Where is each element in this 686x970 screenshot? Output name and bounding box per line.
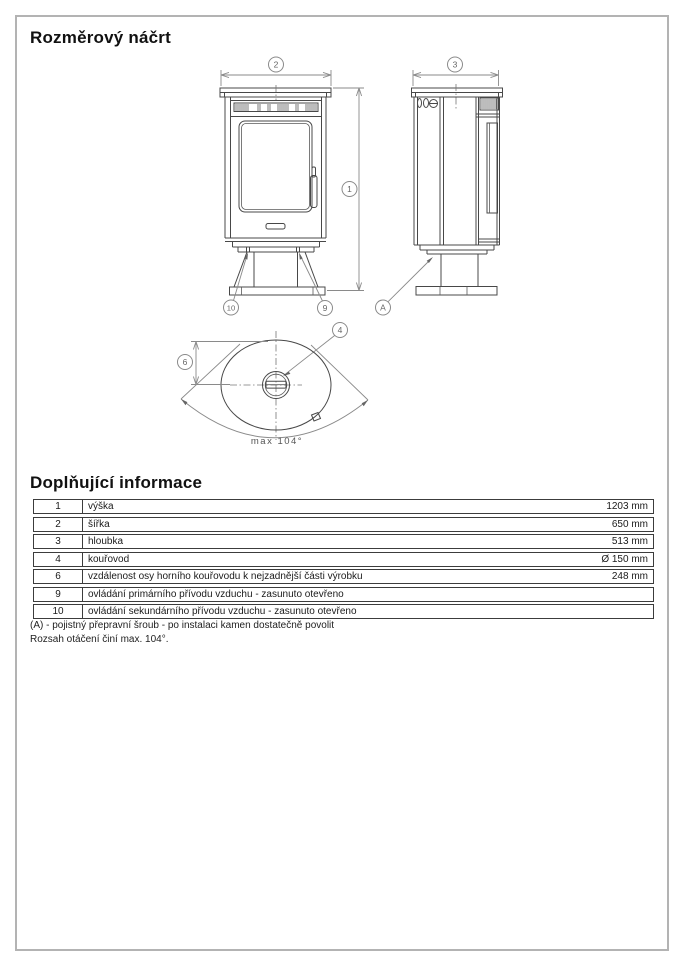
callout-width-label: 2 <box>273 59 279 70</box>
rotation-label: max 104° <box>250 436 304 447</box>
base-plate-side <box>416 287 497 296</box>
dimensional-drawing <box>0 0 686 465</box>
stove-top-plate-front <box>220 85 331 100</box>
footnote-rotation: Rozsah otáčení činí max. 104°. <box>30 634 169 645</box>
page-title: Rozměrový náčrt <box>30 28 171 47</box>
row-number: 4 <box>34 553 83 566</box>
row-value <box>648 605 653 618</box>
row-number: 3 <box>34 535 83 548</box>
primary-air-control <box>297 247 300 252</box>
rear-vent-holes <box>418 99 439 108</box>
stove-body-front <box>225 97 326 238</box>
footnotes <box>30 619 334 647</box>
row-number: 1 <box>34 500 83 513</box>
callout-primary-air <box>299 253 333 316</box>
row-number: 2 <box>34 518 83 531</box>
info-table <box>33 499 654 622</box>
row-value: 513 mm <box>611 536 648 547</box>
row-number: 9 <box>34 588 83 601</box>
table-row <box>33 499 654 514</box>
vent-grille-side-hatch <box>482 99 496 109</box>
rotation-arc <box>181 399 368 438</box>
callout-height-label: 1 <box>347 184 352 195</box>
svg-text:6: 6 <box>182 357 188 368</box>
row-value <box>648 588 653 601</box>
ash-slot <box>266 224 285 230</box>
svg-text:9: 9 <box>322 303 328 314</box>
footnote-transport-screw: (A) - pojistný přepravní šroub - po instalaci kamen dostatečně povolit <box>30 620 335 631</box>
row-label: kouřovod <box>88 553 130 565</box>
callout-secondary-air <box>224 253 249 316</box>
table-row <box>33 534 654 549</box>
top-view-handle <box>312 413 321 422</box>
vent-grille-hatch <box>236 104 316 111</box>
row-number: 10 <box>34 605 83 618</box>
side-view <box>376 57 503 315</box>
row-value: 248 mm <box>611 571 648 582</box>
table-row <box>33 517 654 532</box>
front-view <box>220 57 364 316</box>
dimension-depth <box>413 57 499 86</box>
row-label: hloubka <box>88 536 124 547</box>
callout-depth-label: 3 <box>452 59 458 70</box>
svg-text:A: A <box>380 302 386 313</box>
row-label: ovládání primárního přívodu vzduchu - zasunuto otevřeno <box>88 588 344 600</box>
dimension-flue-distance <box>178 342 269 385</box>
vent-grille-front <box>234 103 318 112</box>
table-row <box>33 604 654 619</box>
row-label: výška <box>88 501 114 512</box>
top-view <box>178 323 369 448</box>
svg-text:4: 4 <box>337 325 343 336</box>
row-label: ovládání sekundárního přívodu vzduchu - zasunuto otevřeno <box>88 606 357 617</box>
table-row <box>33 569 654 584</box>
svg-text:10: 10 <box>226 303 236 313</box>
dimension-height <box>327 88 364 291</box>
door-handle <box>311 167 318 208</box>
dimension-width <box>221 57 331 86</box>
row-value: 1203 mm <box>606 501 648 512</box>
row-label: šířka <box>88 518 110 530</box>
secondary-air-control <box>247 247 250 252</box>
row-label: vzdálenost osy horního kouřovodu k nejzadnější části výrobku <box>88 571 363 582</box>
base-plate-front <box>230 287 326 295</box>
door-window-outer <box>239 121 312 212</box>
pedestal-side <box>416 245 497 295</box>
row-value: 650 mm <box>611 518 648 530</box>
table-row <box>33 587 654 602</box>
table-row <box>33 552 654 567</box>
row-number: 6 <box>34 570 83 583</box>
info-heading: Doplňující informace <box>30 473 203 492</box>
pedestal-front <box>225 238 326 295</box>
row-value: Ø 150 mm <box>601 553 648 565</box>
stove-body-side <box>414 97 500 245</box>
door-glass-side <box>487 123 498 213</box>
door-window-inner <box>242 124 310 210</box>
